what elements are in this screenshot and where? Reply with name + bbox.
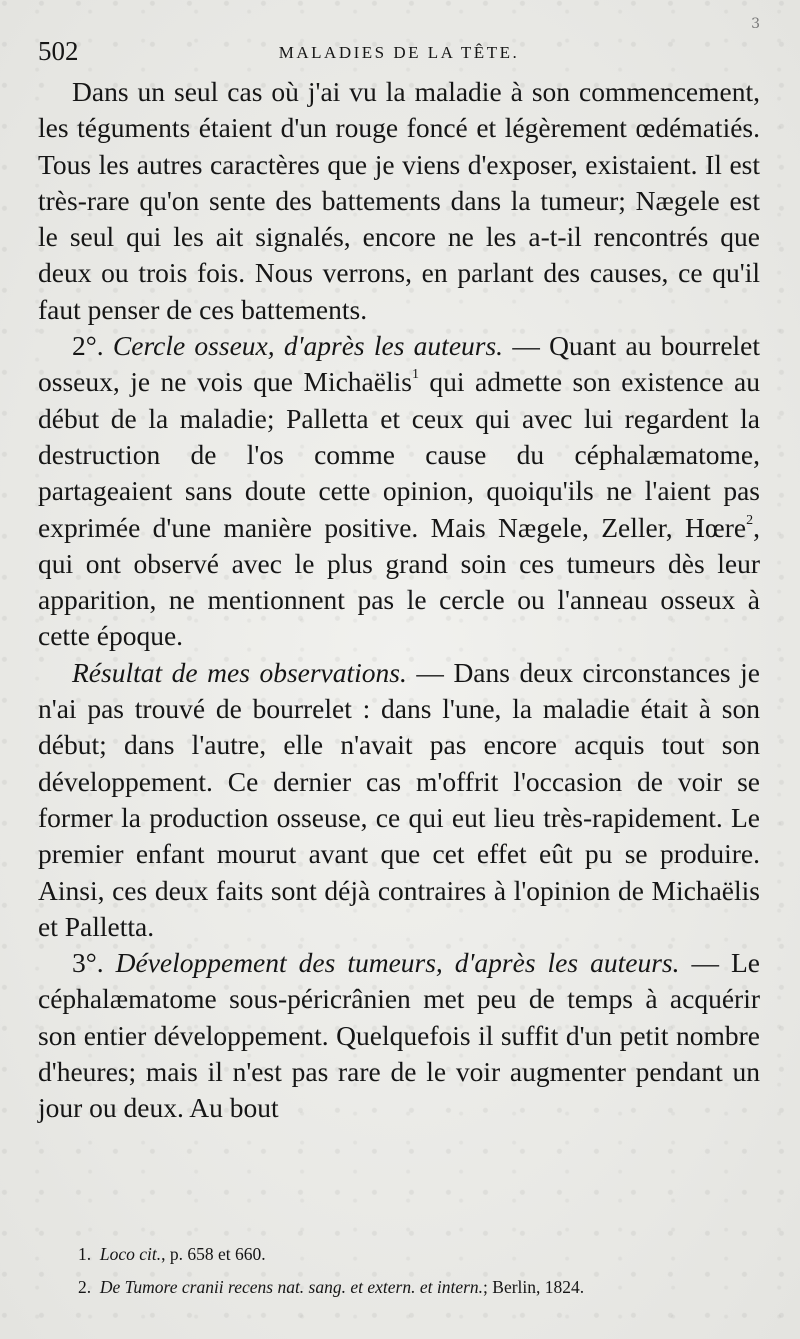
section-number: 3°.: [72, 947, 116, 979]
paragraph-4-text: — Le céphalæmatome sous-péricrânien met peu de temps à acquérir son entier développement. Quelquefois il suffit d'un petit nombre d'heures; mais il n'est pas rare de le voir augmenter pendant un jour ou deux. Au bout: [38, 947, 760, 1124]
page-header: [38, 16, 760, 70]
footnote-citation: Loco cit.: [99, 1244, 162, 1264]
paragraph-2: [38, 328, 760, 655]
footnote-text: ; Berlin, 1824.: [483, 1277, 585, 1297]
footnote-ref-2[interactable]: 2: [746, 512, 754, 528]
footnote-1: [78, 1238, 768, 1271]
paragraph-4: [38, 945, 760, 1126]
paragraph-1-text: Dans un seul cas où j'ai vu la maladie à son commencement, les téguments étaient d'un rouge foncé et légèrement œdématiés. Tous les autres caractères que je viens d'exposer, existaient. Il est très-rare qu'on sente des battements dans la tumeur; Nægele est le seul qui les ait signalés, encore ne les a-t-il rencontrés que deux ou trois fois. Nous verrons, en parlant des causes, ce qu'il faut penser de ces battements.: [38, 76, 760, 325]
footnotes: [78, 1238, 768, 1304]
footnote-number: 2.: [78, 1277, 92, 1297]
paragraph-2-text-c: , qui ont observé avec le plus grand soin ces tumeurs dès leur apparition, ne mentionnent pas le cercle ou l'anneau osseux à cette époque.: [38, 511, 760, 652]
paragraph-3-text: — Dans deux circonstances je n'ai pas trouvé de bourrelet : dans l'une, la maladie était à son début; dans l'autre, elle n'avait pas encore acquis tout son développement. Ce dernier cas m'offrit l'occasion de voir se former la production osseuse, ce qui eut lieu très-rapidement. Le premier enfant mourut avant que cet effet eût pu se produire. Ainsi, ces deux faits sont déjà contraires à l'opinion de Michaëlis et Palletta.: [38, 656, 760, 942]
paragraph-1: [38, 74, 760, 328]
corner-mark: 3: [751, 16, 760, 32]
body-text: [38, 74, 760, 1127]
running-head: MALADIES DE LA TÊTE.: [278, 43, 520, 62]
footnote-citation: De Tumore cranii recens nat. sang. et extern. et intern.: [99, 1277, 484, 1297]
footnote-number: 1.: [78, 1244, 92, 1264]
paragraph-3: [38, 655, 760, 945]
footnote-ref-1[interactable]: 1: [411, 367, 419, 383]
paragraph-2-text-b: qui admette son existence au début de la maladie; Palletta et ceux qui avec lui regardent la destruction de l'os comme cause du céphalæmatome, partageaient sans doute cette opinion, quoiqu'ils ne l'aient pas exprimée d'une manière positive. Mais Nægele, Zeller, Hœre: [38, 366, 760, 543]
footnote-2: [78, 1271, 768, 1304]
footnote-text: , p. 658 et 660.: [161, 1244, 266, 1264]
section-heading: Développement des tumeurs, d'après les auteurs.: [115, 947, 680, 979]
section-number: 2°.: [72, 330, 113, 362]
section-heading: Cercle osseux, d'après les auteurs.: [112, 330, 504, 362]
paragraph-2-text-a: — Quant au bourrelet osseux, je ne vois que Michaëlis: [38, 330, 761, 398]
section-heading: Résultat de mes observations.: [72, 656, 407, 688]
page-number: 502: [38, 36, 79, 66]
